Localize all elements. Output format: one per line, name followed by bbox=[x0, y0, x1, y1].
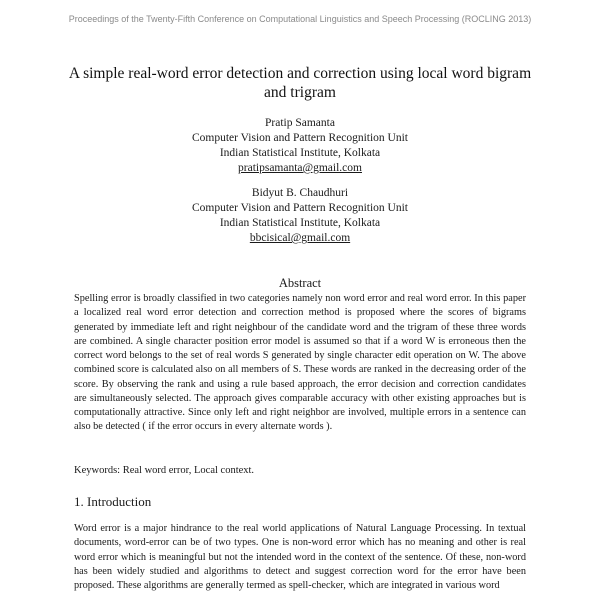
author-block-2 bbox=[100, 186, 500, 246]
abstract-heading: Abstract bbox=[278, 276, 322, 290]
section-heading-introduction: 1. Introduction bbox=[74, 494, 152, 509]
author-unit: Computer Vision and Pattern Recognition Unit bbox=[192, 132, 408, 144]
author-block-1 bbox=[100, 116, 500, 176]
introduction-text: Word error is a major hindrance to the real world applications of Natural Language Processing. In textual documents, word-error can be of two types. One is non-word error which has no meaning and other is real word error which is meaningful but not the intended word in the context of the sentence. Of these, non-word has been widely studied and algorithms to detect and suggest correction word for the error have been proposed. These algorithms are generally termed as spell-checker, which are integrated in various word bbox=[74, 523, 526, 591]
abstract-text: Spelling error is broadly classified in two categories namely non word error and real word error. In this paper a localized real word error detection and correction method is proposed where the scores of bigrams generated by immediate left and right neighbour of the candidate word and the trigram of these three words are combined. A single character position error model is assumed so that if a word W is erroneous then the correct word belongs to the set of real words S generated by single character edit operation on W. The above combined score is calculated also on all members of S. These words are ranked in the decreasing order of the score. By observing the rank and using a rule based approach, the error decision and correction candidates are simultaneously selected. The approach gives comparable accuracy with other existing approaches but is computationally attractive. Since only left and right neighbor are involved, multiple errors in a sentence can also be detected ( if the error occurs in every alternate words ). bbox=[74, 293, 526, 433]
author-unit: Computer Vision and Pattern Recognition Unit bbox=[192, 202, 408, 214]
author-institute: Indian Statistical Institute, Kolkata bbox=[219, 147, 381, 159]
author-institute: Indian Statistical Institute, Kolkata bbox=[219, 217, 381, 229]
author-email[interactable]: pratipsamanta@gmail.com bbox=[238, 162, 362, 174]
keywords: Keywords: Real word error, Local context. bbox=[74, 465, 255, 476]
paper-title: A simple real-word error detection and correction using local word bigram and trigram bbox=[68, 65, 532, 101]
author-name: Bidyut B. Chaudhuri bbox=[251, 187, 349, 199]
author-name: Pratip Samanta bbox=[265, 117, 335, 129]
proceedings-header: Proceedings of the Twenty-Fifth Conference on Computational Linguistics and Speech Processing (ROCLING 2013) bbox=[68, 14, 532, 24]
author-email[interactable]: bbcisical@gmail.com bbox=[249, 232, 351, 244]
